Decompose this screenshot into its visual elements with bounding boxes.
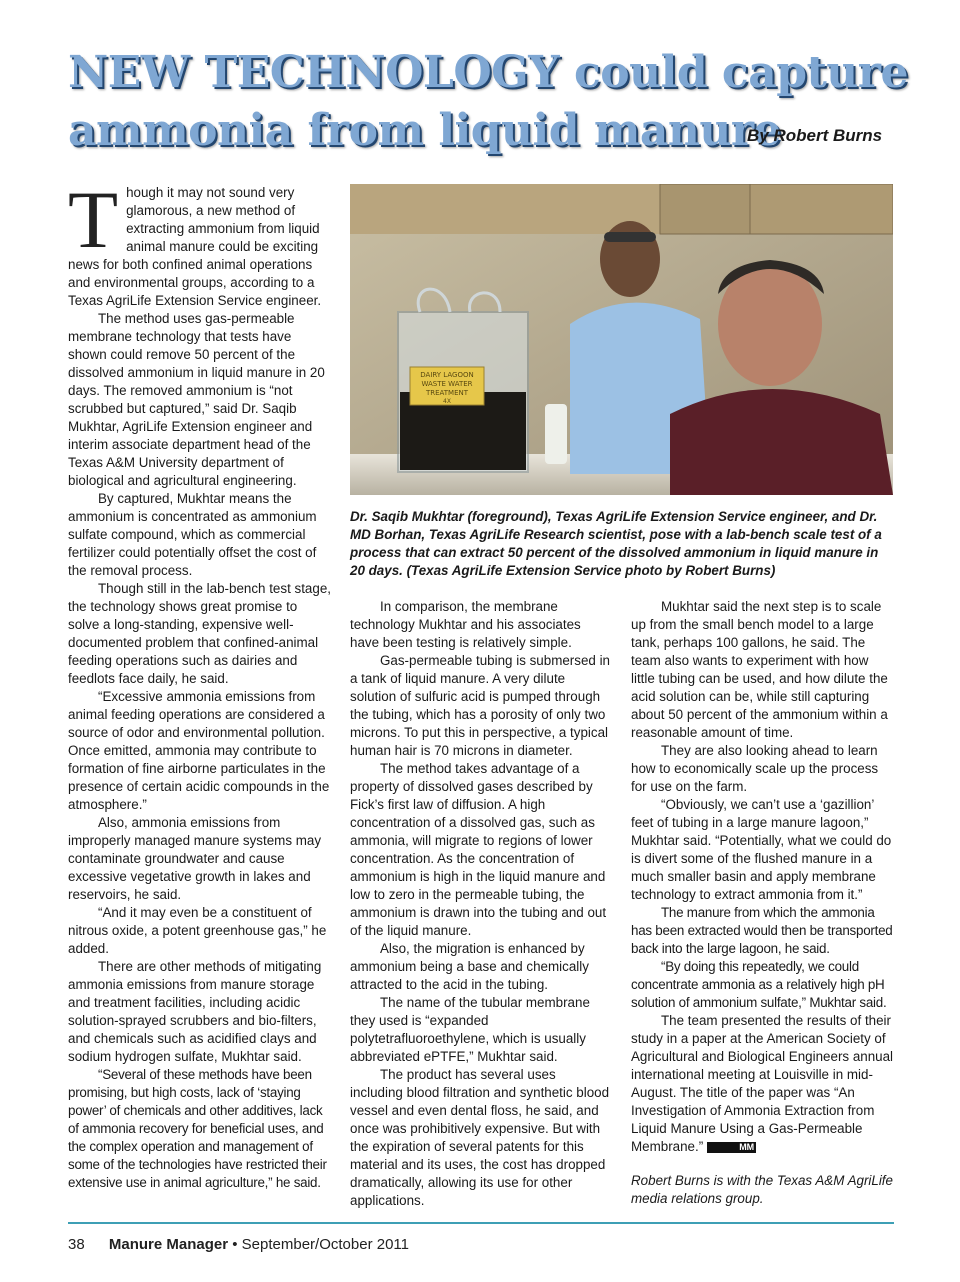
sign-line: TREATMENT [425,389,469,397]
paragraph-intro [68,174,332,310]
paragraph-final-text: The team presented the results of their study in a paper at the American Society of Agricultural and Biological Engineers annual international meeting at Louisville in mid-August. The title of the paper was “An Investigation of Ammonia Extraction from Liquid Manure Using a Gas-Permeable Membrane.” [631,1013,894,1154]
author-bio: Robert Burns is with the Texas A&M AgriLife media relations group. [631,1173,893,1206]
paragraph-intro-text: hough it may not sound very glamorous, a new method of extracting ammonium from liquid animal manure could be exciting news for both confined animal operations and environmental groups, according to a Texas AgriLife Extension Service engineer. [68,185,322,308]
article-column-1 [68,174,332,1192]
sign-line: WASTE WATER [421,380,473,388]
paragraph: Mukhtar said the next step is to scale up from the small bench model to a large tank, perhaps 100 gallons, he said. The team also wants to experiment with how little tubing can be used, and how dilute the acid solution can be, while still capturing about 50 percent of the ammonium within a reasonable amount of time. [631,599,888,740]
paragraph: “And it may even be a constituent of nitrous oxide, a potent greenhouse gas,” he added. [68,905,327,956]
paragraph: There are other methods of mitigating ammonia emissions from manure storage and treatment facilities, including acidic solution-sprayed scrubbers and bio-filters, and chemicals such as acidified clays and sodium hydrogen sulfate, Mukhtar said. [68,959,322,1064]
photo-caption: Dr. Saqib Mukhtar (foreground), Texas AgriLife Extension Service engineer, and Dr. MD Borhan, Texas AgriLife Research scientist, pose with a lab-bench scale test of a process that can extract 50 percent of the dissolved ammonium in liquid manure in 20 days. (Texas AgriLife Extension Service photo by Robert Burns) [350,509,882,578]
sign-line: 4X [443,398,451,405]
footer-separator: • [232,1236,238,1253]
paragraph-final [631,1012,895,1156]
paragraph: The method uses gas-permeable membrane technology that tests have shown could remove 50 percent of the dissolved ammonium in liquid manure in 20 days. The removed ammonium is “not scrubbed but captured,” said Dr. Saqib Mukhtar, AgriLife Extension engineer and interim associate department head of the Texas A&M University department of biological and agricultural engineering. [68,311,325,488]
paragraph: Also, ammonia emissions from improperly managed manure systems may contaminate groundwater and cause excessive vegetative growth in lakes and reservoirs, he said. [68,815,322,902]
paragraph: Though still in the lab-bench test stage, the technology shows great promise to solve a long-standing, expensive well-documented problem that confined-animal feeding operations such as dairies and feedlots face daily, he said. [68,581,331,686]
paragraph: By captured, Mukhtar means the ammonium is concentrated as ammonium sulfate compound, which as commercial fertilizer could potentially offset the cost of the removal process. [68,491,317,578]
sign-line: DAIRY LAGOON [420,371,474,379]
article-photo [350,184,893,495]
paragraph: The name of the tubular membrane they used is “expanded polytetrafluoroethylene, which is usually abbreviated ePTFE,” Mukhtar said. [350,995,590,1064]
paragraph: Also, the migration is enhanced by ammonium being a base and chemically attracted to the acid in the tubing. [350,941,589,992]
drop-cap: T [68,174,119,265]
page-number: 38 [68,1236,85,1253]
paragraph: “Several of these methods have been promising, but high costs, lack of ‘staying power’ of chemicals and other additives, lack of ammonia recovery for beneficial uses, and the complex operation and management of some of the technologies have restricted their extensive use in animal agriculture,” he said. [68,1067,327,1190]
paragraph: The method takes advantage of a property of dissolved gases described by Fick’s first law of diffusion. A high concentration of a dissolved gas, such as ammonia, will migrate to regions of lower concentration. As the concentration of ammonium is high in the liquid manure and low to zero in the permeable tubing, the ammonium is drawn into the tubing and out of the liquid manure. [350,761,607,938]
paragraph: In comparison, the membrane technology Mukhtar and his associates have been testing is relatively simple. [350,599,581,650]
paragraph: The manure from which the ammonia has been extracted would then be transported back into the large lagoon, he said. [631,905,893,956]
paragraph: “By doing this repeatedly, we could concentrate ammonia as a relatively high pH solution of ammonium sulfate,” Mukhtar said. [631,959,887,1010]
paragraph: The product has several uses including blood filtration and synthetic blood vessel and even dental floss, he said, and once was prohibitively expensive. But with the expiration of several patents for this material and its uses, the cost has dropped dramatically, allowing its use for other applications. [350,1067,610,1208]
page-footer [68,1236,409,1253]
magazine-name: Manure Manager [108,1236,229,1253]
tank [398,289,528,472]
article-column-3 [631,598,895,1208]
paragraph: “Obviously, we can’t use a ‘gazillion’ feet of tubing in a large manure lagoon,” Mukhtar said. “Potentially, what we could do is divert some of the flushed manure in a much smaller basin and apply membrane technology to extract ammonia from it.” [631,797,892,902]
article-column-2 [350,598,610,1210]
byline: By Robert Burns [747,126,883,145]
issue-date: September/October 2011 [241,1236,409,1253]
bottle [545,404,567,464]
paragraph: “Excessive ammonia emissions from animal feeding operations are considered a source of odor and environmental pollution. Once emitted, ammonia may contribute to formation of fine airborne particulates in the presence of certain acidic compounds in the atmosphere.” [68,689,330,812]
paragraph: They are also looking ahead to learn how to economically scale up the process for use on the farm. [631,743,879,794]
footer-rule [68,1222,894,1224]
lab-photo-illustration [350,184,893,495]
headline-line-1: NEW TECHNOLOGY could capture [68,47,908,98]
headline-line-2: ammonia from liquid manure [68,105,782,156]
paragraph: Gas-permeable tubing is submersed in a tank of liquid manure. A very dilute solution of sulfuric acid is pumped through the tubing, which has a porosity of only two microns. To put this in perspective, a typical human hair is 70 microns in diameter. [350,653,610,758]
end-mark-logo: MM [707,1142,756,1153]
